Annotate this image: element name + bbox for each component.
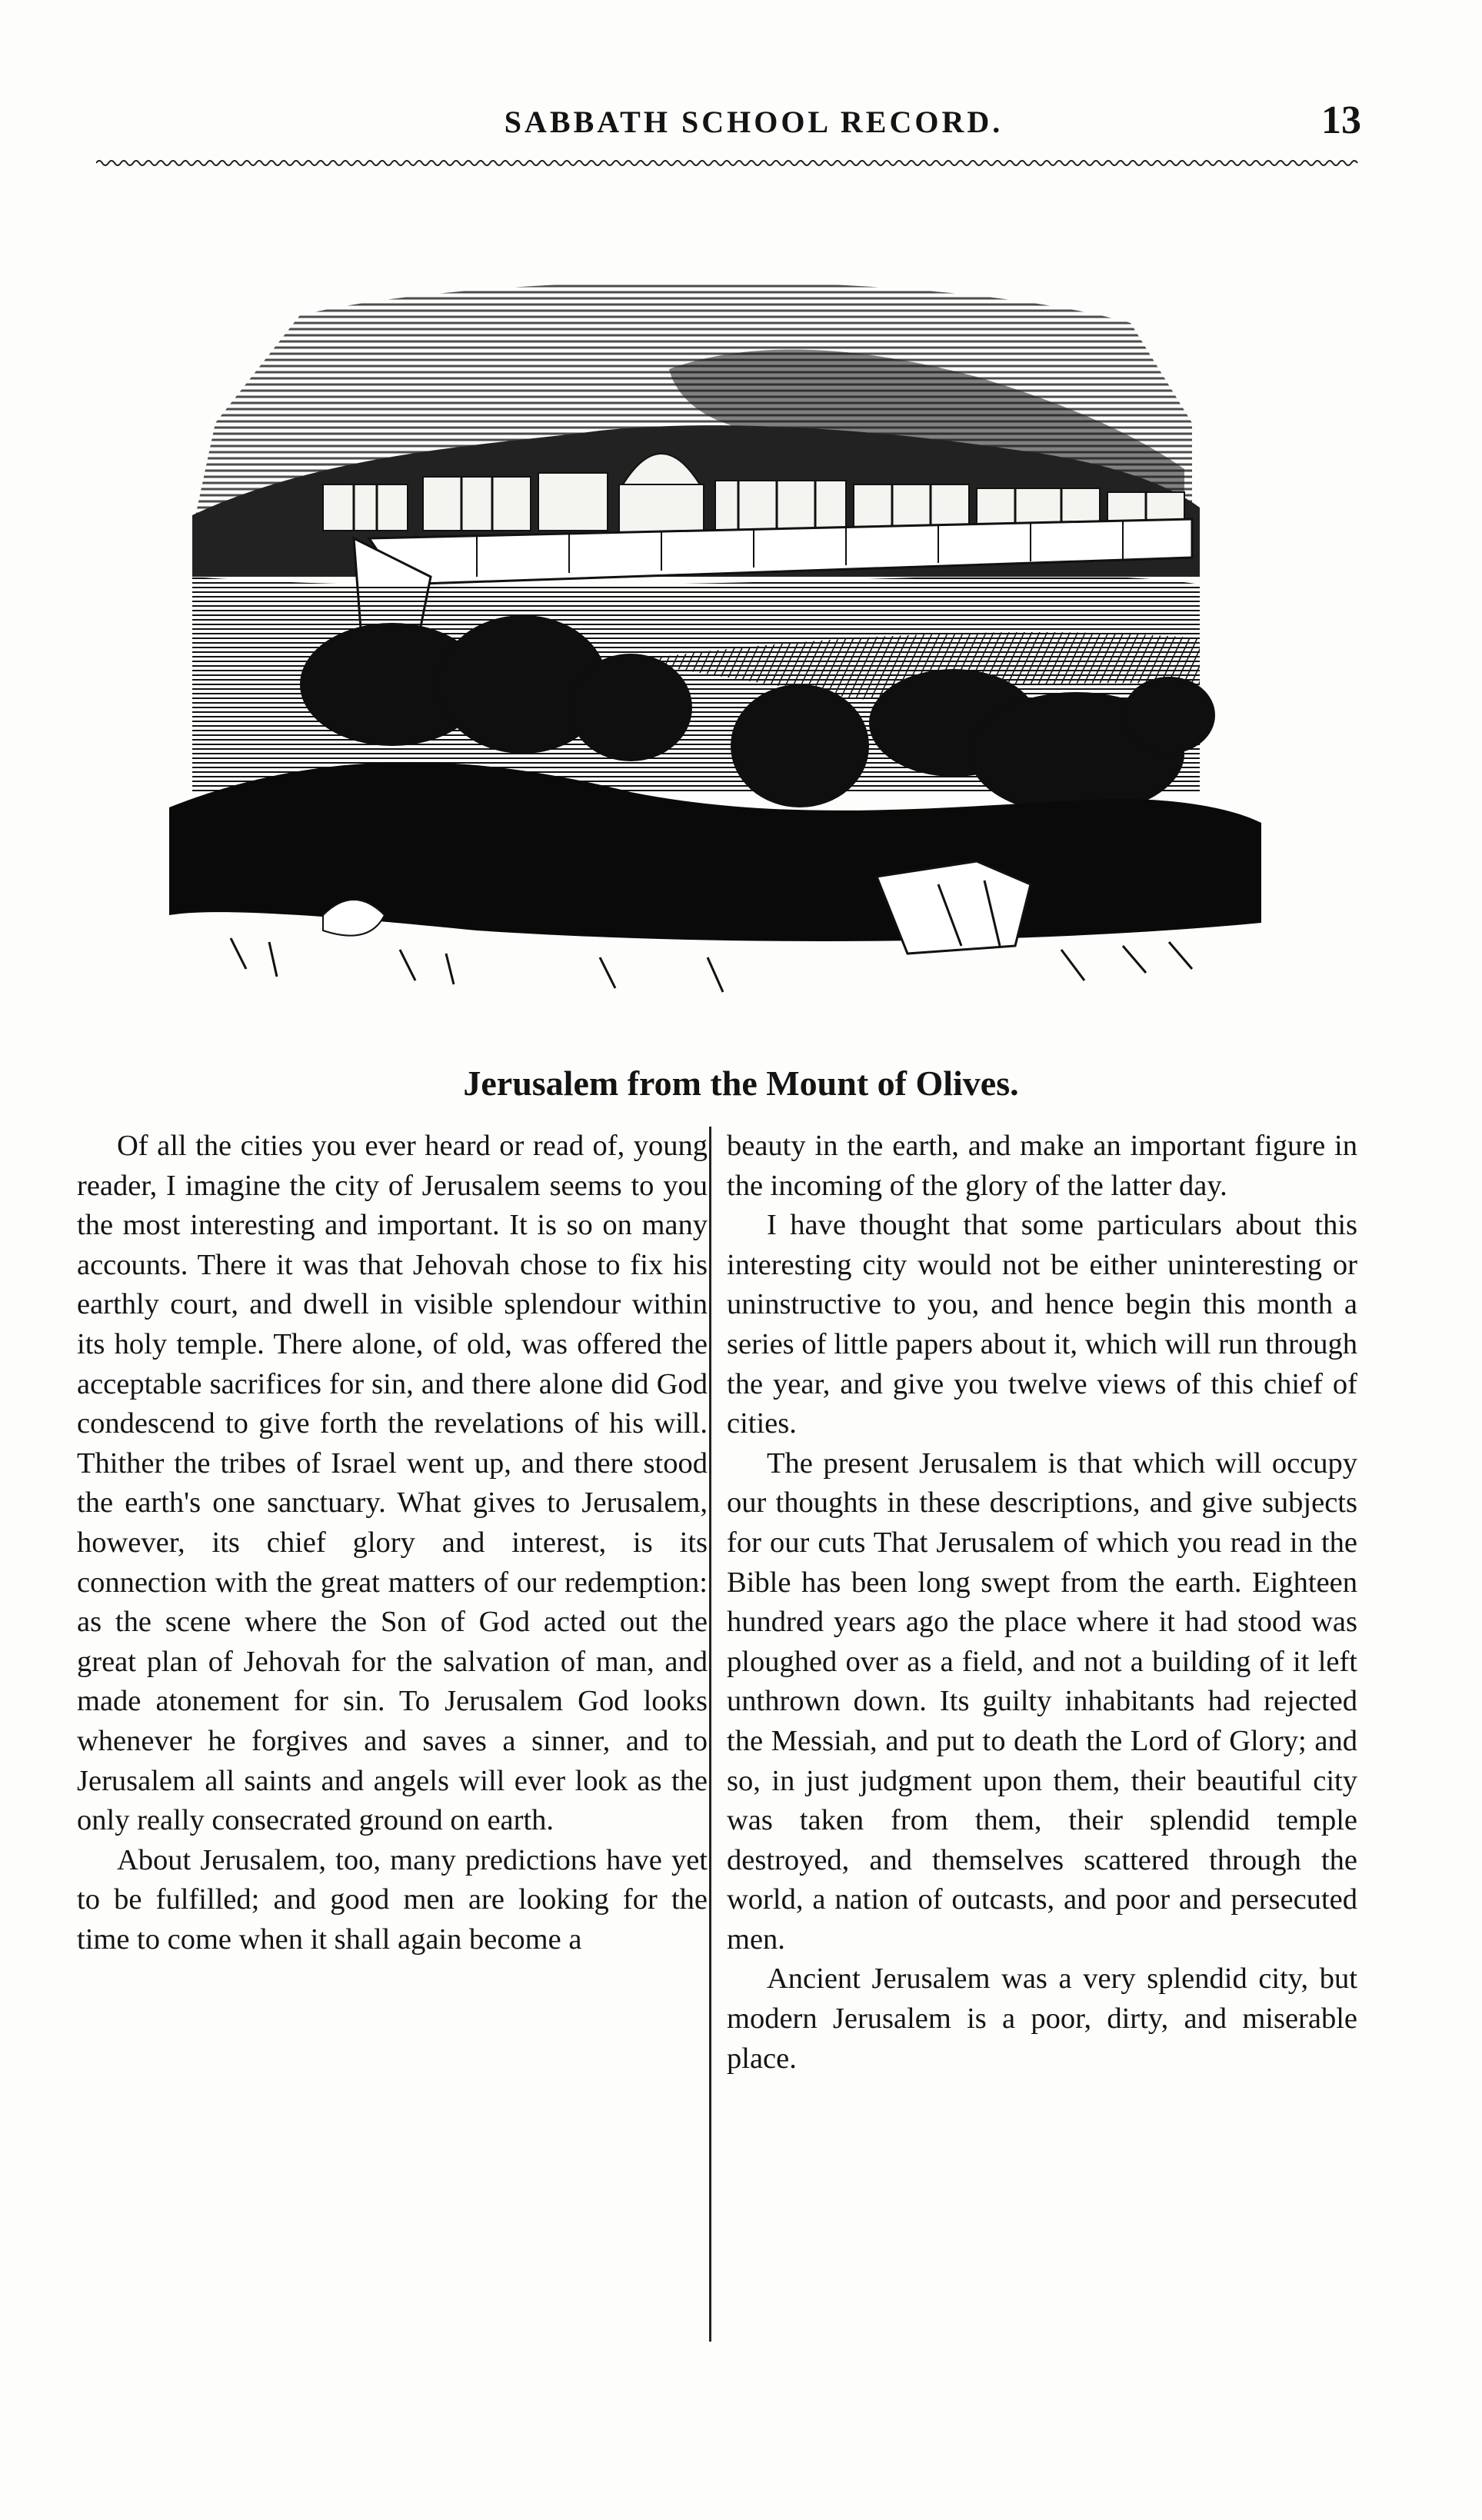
jerusalem-engraving (169, 254, 1261, 1023)
column-divider (709, 1127, 711, 2342)
paragraph-continuation: beauty in the earth, and make an important figure in the incoming of the glory of the latter day. (727, 1130, 1357, 1202)
page-number: 13 (1321, 98, 1361, 142)
article-left-column (77, 1127, 708, 1959)
page-header (100, 98, 1361, 158)
paragraph: Of all the cities you ever heard or read of, young reader, I imagine the city of Jerusalem seems to you the most interesting and important. It is so on many accounts. There it was that Jehovah chose to fix his earthly court, and dwell in visible splendour within its holy temple. There alone, of old, was offered the acceptable sacrifices for sin, and there alone did God condescend to give forth the revelations of his will. Thither the tribes of Israel went up, and there stood the earth's one sanctuary. What gives to Jerusalem, however, its chief glory and interest, is its connection with the great matters of our redemption: as the scene where the Son of God acted out the great plan of Jehovah for the salvation of man, and made atonement for sin. To Jerusalem God looks whenever he forgives and saves a sinner, and to Jerusalem all saints and angels will ever look as the only really consecrated ground on earth. (77, 1130, 708, 1837)
article-right-column (727, 1127, 1357, 2079)
paragraph: I have thought that some particulars about this interesting city would not be either uninteresting or uninstructive to you, and hence begin this month a series of little papers about it, which will run through the year, and give you twelve views of this chief of cities. (727, 1209, 1357, 1440)
running-title: SABBATH SCHOOL RECORD. (504, 105, 1004, 139)
wavy-rule-divider (96, 158, 1361, 171)
paragraph: The present Jerusalem is that which will occupy our thoughts in these descriptions, and give subjects for our cuts That Jerusalem of which you read in the Bible has been long swept from the earth. Eighteen hundred years ago the place where it had stood was ploughed over as a field, and not a building of it left unthrown down. Its guilty inhabitants had rejected the Messiah, and put to death the Lord of Glory; and so, in just judgment upon them, their beautiful city was taken from them, their splendid temple destroyed, and themselves scattered through the world, a nation of outcasts, and poor and persecuted men. (727, 1446, 1357, 1956)
paragraph: About Jerusalem, too, many predictions have yet to be fulfilled; and good men are looking for the time to come when it shall again become a (77, 1843, 708, 1956)
illustration-caption: Jerusalem from the Mount of Olives. (463, 1064, 1019, 1103)
paragraph: Ancient Jerusalem was a very splendid city, but modern Jerusalem is a poor, dirty, and miserable place. (727, 1962, 1357, 2075)
